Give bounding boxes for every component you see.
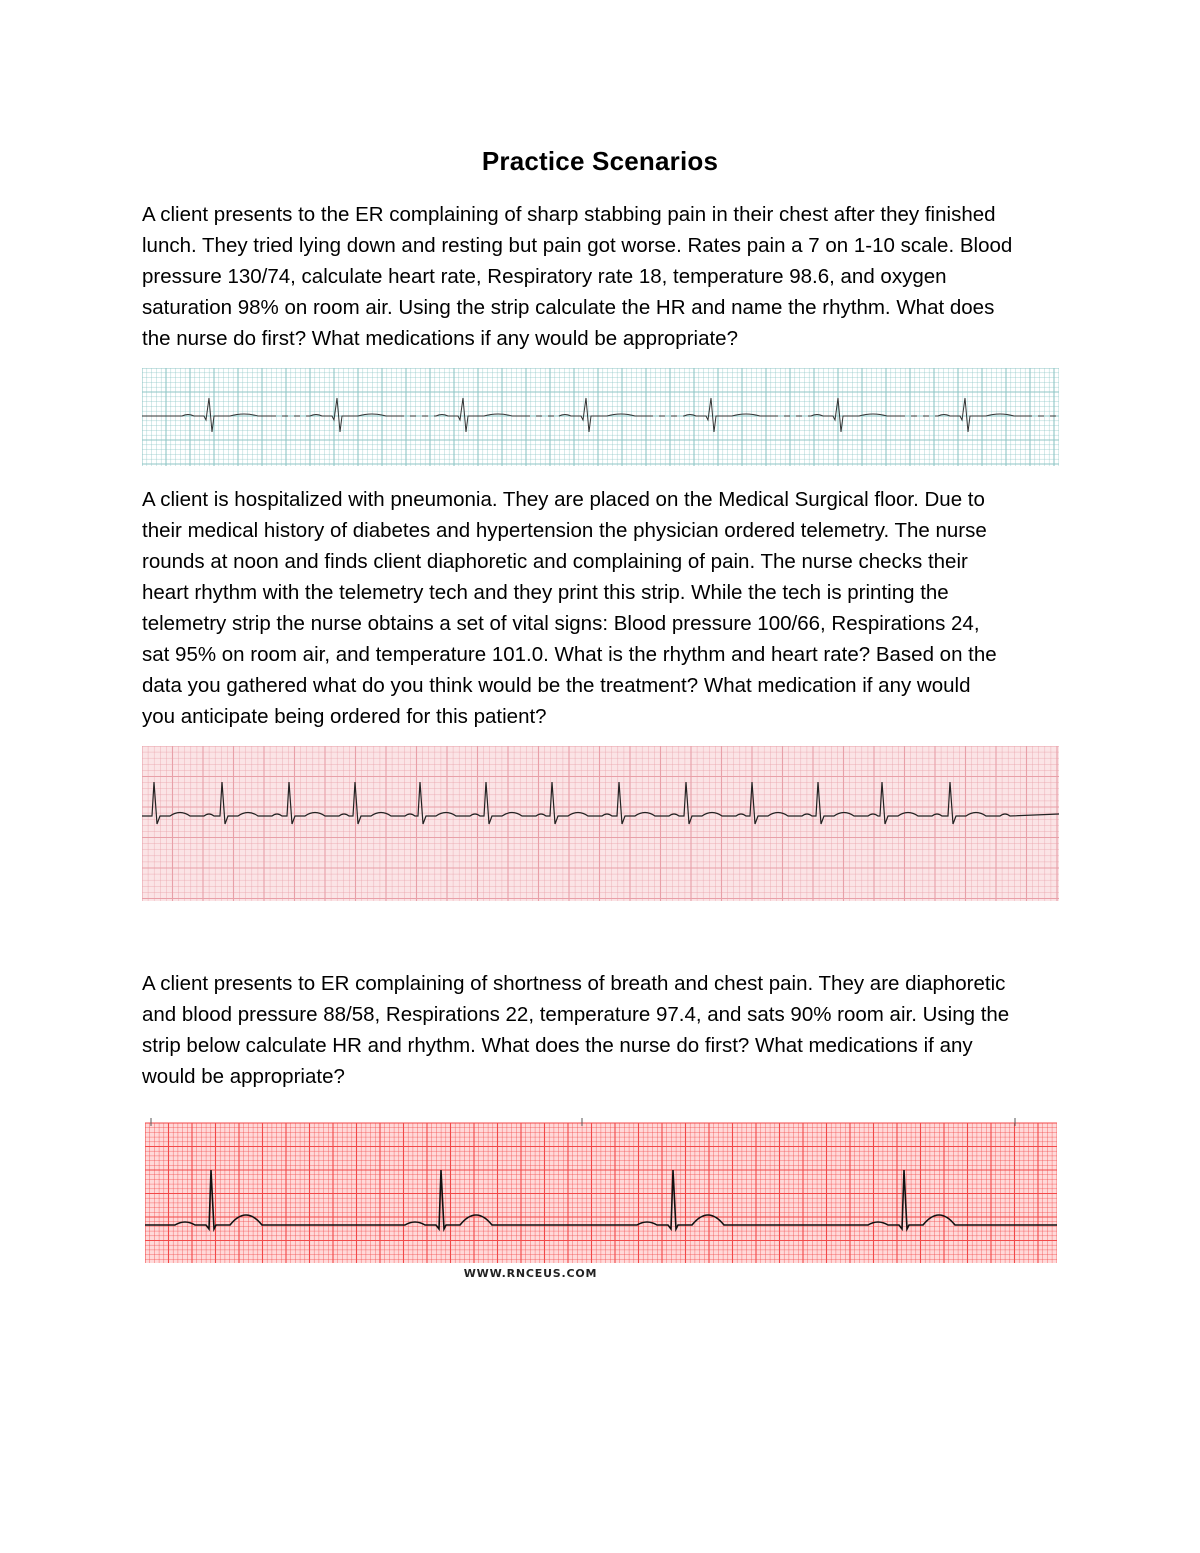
ecg-strip-2 [142,746,1059,901]
scenario-1-text: A client presents to the ER complaining of sharp stabbing pain in their chest after they finished lunch. They tried lying down and resting but pain got worse. Rates pain a 7 on 1-10 scale. Blood pressure 130/74, calculate heart rate, Respiratory rate 18, temperature 98.6, and oxygen saturation 98% on room air. Using the strip calculate the HR and name the rhythm. What does the nurse do first? What medications if any would be appropriate? [142,203,1013,350]
ecg-strip-2-grid [142,746,1059,901]
ecg-strip-1 [142,368,1059,466]
source-watermark: WWW.RNCEUS.COM [463,1267,598,1280]
scenario-2-text: A client is hospitalized with pneumonia. They are placed on the Medical Surgical floor. Due to their medical history of diabetes and hypertension the physician ordered telemetry. The nurse rounds at noon and finds client diaphoretic and complaining of pain. The nurse checks their heart rhythm with the telemetry tech and they print this strip. While the tech is printing the telemetry strip the nurse obtains a set of vital signs: Blood pressure 100/66, Respirations 24, sat 95% on room air, and temperature 101.0. What is the rhythm and heart rate? Based on the data you gathered what do you think would be the treatment? What medication if any would you anticipate being ordered for this patient? [142,488,997,728]
ecg-strip-1-grid [142,368,1059,466]
ecg-strip-3 [145,1118,1057,1263]
ecg-strip-3-grid [145,1123,1057,1263]
scenario-3-text: A client presents to ER complaining of shortness of breath and chest pain. They are diaphoretic and blood pressure 88/58, Respirations 22, temperature 97.4, and sats 90% room air. Using the strip below calculate HR and rhythm. What does the nurse do first? What medications if any would be appropriate? [142,972,1010,1088]
page-title: Practice Scenarios [481,146,719,176]
